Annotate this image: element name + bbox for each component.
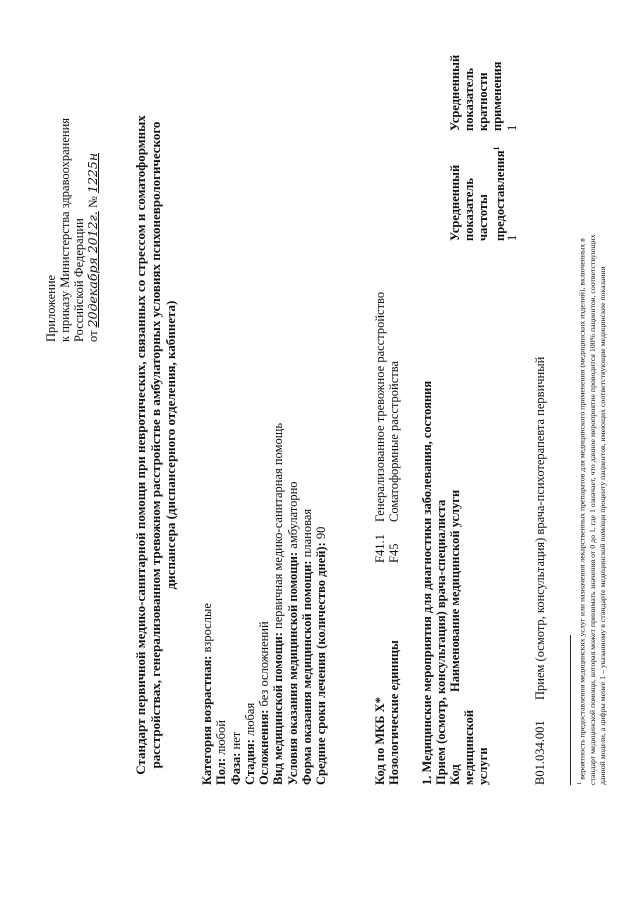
standard-parameters (200, 185, 329, 785)
document-title (133, 45, 178, 845)
number-prefix: № (86, 196, 100, 209)
header-service-name: Наименование медицинской услуги (448, 489, 462, 692)
param-row: Форма оказания медицинской помощи: плановая (300, 508, 315, 785)
service-frequency: 1 (505, 234, 519, 241)
icd-code: F45 (387, 543, 401, 563)
date-prefix: от (86, 330, 100, 342)
header-multiplicity: Усредненный показатель кратности применения (448, 54, 504, 131)
param-row: Средние сроки лечения (количество дней): 90 (314, 526, 329, 785)
appendix-line: к приказу Министерства здравоохранения (58, 117, 72, 342)
icd-code: F41.1 (373, 534, 387, 563)
title-line: диспансера (диспансерного отделения, кабинета) (163, 300, 178, 590)
service-code: B01.034.001 (533, 720, 547, 785)
handwritten-date: 20декабря 2012г. (85, 211, 100, 328)
param-row: Стадия: любая (242, 702, 257, 785)
footnote-divider (570, 635, 571, 785)
nosology-label: Нозологические единицы (387, 640, 401, 785)
icd-code-label: Код по МКБ X* (373, 697, 387, 785)
param-row: Условия оказания медицинской помощи: амбулаторно (285, 481, 300, 785)
header-code: Код медицинской услуги (448, 709, 490, 785)
param-row: Осложнения: без осложнений (257, 621, 272, 785)
service-multiplicity: 1 (505, 124, 519, 131)
appendix-date-line (86, 22, 100, 342)
param-row: Категория возрастная: взрослые (200, 603, 214, 785)
footnote: $^1$ вероятность предоставления медицинских услуг или назначения лекарственных препаратов для медицинского применения (медицинских изделий), включенных в стандарт медицинской помощи, которая может принимать значения от 0 до 1, где 1 означает, что данное мероприятие проводится 100% пациентов, соответствующих данной модели, а цифры менее 1 – указанному в стандарте медицинской помощи проценту пациентов, имеющих соответствующие медицинские показания (576, 234, 607, 785)
title-line: Стандарт первичной медико-санитарной помощи при невротических, связанных со стрессом и соматоформных (133, 115, 148, 775)
service-name: Прием (осмотр, консультация) врача-психотерапевта первичный (533, 356, 547, 700)
appendix-line: Российской Федерации (72, 218, 86, 342)
icd-name: Соматоформные расстройства (387, 360, 401, 522)
icd-name: Генерализованное тревожное расстройство (373, 291, 387, 522)
appendix-line: Приложение (44, 274, 58, 342)
header-frequency: Усредненный показатель частоты предоставления$^1$ (448, 146, 508, 241)
handwritten-number: 1225н (85, 152, 100, 193)
param-row: Пол: любой (214, 720, 229, 785)
title-line: расстройствах, генерализованном тревожном расстройстве в амбулаторных условиях психоневрологического (148, 121, 163, 769)
section-subtitle: Прием (осмотр, консультация) врача-специалиста (434, 499, 448, 785)
param-row: Вид медицинской помощи: первичная медико-санитарная помощь (271, 422, 286, 785)
section-title: 1. Медицинские мероприятия для диагностики заболевания, состояния (420, 380, 434, 785)
footnote-marker: 1 (576, 781, 583, 785)
appendix-block (44, 22, 100, 342)
param-row: Фаза: нет (228, 731, 243, 785)
